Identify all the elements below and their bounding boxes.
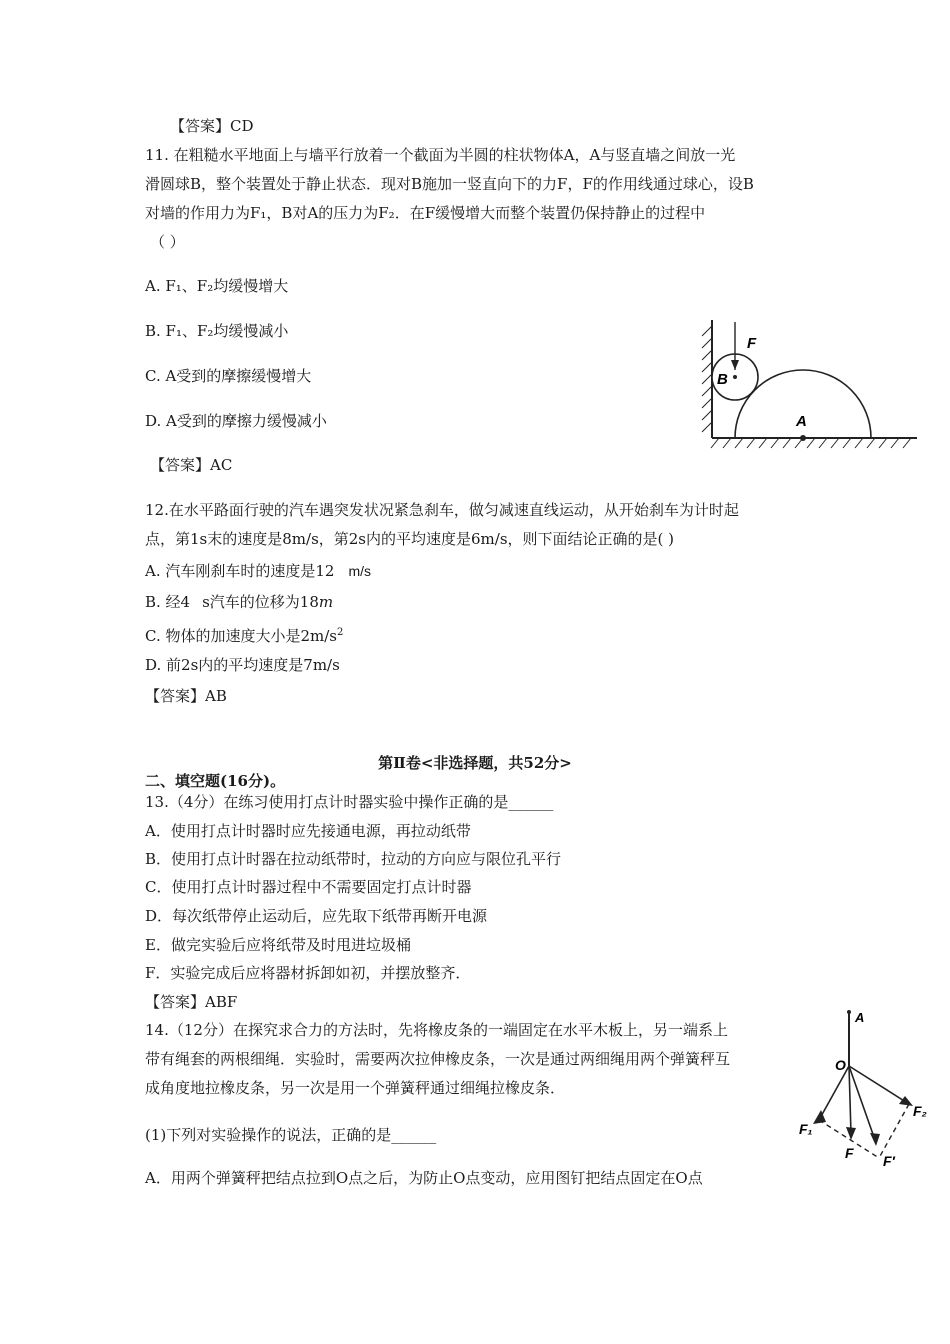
q11-option-b: B. F₁、F₂均缓慢减小 [145,322,289,340]
q14-sub1: (1)下列对实验操作的说法，正确的是______ [145,1126,437,1144]
q11-option-d: D. A受到的摩擦力缓慢减小 [145,412,327,430]
q13-option-e: E．做完实验后应将纸带及时甩进垃圾桶 [145,936,411,954]
q13-option-a: A．使用打点计时器时应先接通电源，再拉动纸带 [145,822,471,840]
q13-option-b: B．使用打点计时器在拉动纸带时，拉动的方向应与限位孔平行 [145,850,562,868]
q13-stem: 13.（4分）在练习使用打点计时器实验中操作正确的是______ [145,793,554,811]
q12-option-d: D. 前2s内的平均速度是7m/s [145,656,340,674]
q12-option-c: C. 物体的加速度大小是$2m/s^2$ [145,627,344,645]
section2-heading: 二、填空题(16分)。 [145,772,286,790]
q14-option-a: A．用两个弹簧秤把结点拉到O点之后，为防止O点变动，应用图钉把结点固定在O点 [145,1169,703,1187]
q13-option-d: D．每次纸带停止运动后，应先取下纸带再断开电源 [145,907,488,925]
q14-fig-label-a: A [855,1010,865,1025]
q12-option-a: A. 汽车刚刹车时的速度是12 m/s [145,562,372,580]
q14-fig-label-f: F [845,1145,854,1161]
q12-stem-line2: 点，第1s末的速度是8m/s，第2s内的平均速度是6m/s，则下面结论正确的是( ) [145,530,674,548]
q11-fig-label-a: A [796,413,807,430]
q13-option-f: F．实验完成后应将器材拆卸如初，并摆放整齐． [145,964,471,982]
q14-stem-line2: 带有绳套的两根细绳．实验时，需要两次拉伸橡皮条，一次是通过两细绳用两个弹簧秤互 [145,1050,731,1068]
q14-fig-label-fprime: F′ [883,1153,895,1169]
q11-stem-line1: 11. 在粗糙水平地面上与墙平行放着一个截面为半圆的柱状物体A，A与竖直墙之间放一光 [145,146,736,164]
q14-fig-label-f1: F₁ [799,1121,813,1137]
q11-stem-line4: （ ） [150,233,185,251]
q11-stem-line2: 滑圆球B，整个装置处于静止状态．现对B施加一竖直向下的力F，F的作用线通过球心，设B [145,175,754,193]
q12-stem-line1: 12.在水平路面行驶的汽车遇突发状况紧急刹车，做匀减速直线运动，从开始刹车为计时起 [145,501,739,519]
q11-fig-label-b: B [717,371,728,388]
q11-stem-line3: 对墙的作用力为F₁，B对A的压力为F₂．在F缓慢增大而整个装置仍保持静止的过程中 [145,204,706,222]
q14-fig-label-o: O [835,1057,846,1073]
q11-answer: 【答案】AC [150,456,233,474]
q13-answer: 【答案】ABF [145,993,238,1011]
q14-fig-label-f2: F₂ [913,1103,927,1119]
q12-answer: 【答案】AB [145,687,227,705]
q11-option-a: A. F₁、F₂均缓慢增大 [145,277,289,295]
section2-title: 第Ⅱ卷<非选择题，共52分> [378,754,572,772]
q14-stem-line3: 成角度地拉橡皮条，另一次是用一个弹簧秤通过细绳拉橡皮条． [145,1079,566,1097]
q11-figure [695,310,925,455]
q13-option-c: C．使用打点计时器过程中不需要固定打点计时器 [145,878,472,896]
q11-fig-label-f: F [747,335,757,352]
q11-option-c: C. A受到的摩擦缓慢增大 [145,367,312,385]
q12-option-b: B. 经4 s汽车的位移为18m [145,593,334,611]
answer-q10: 【答案】CD [170,117,254,135]
q14-figure [795,1000,940,1175]
q14-stem-line1: 14.（12分）在探究求合力的方法时，先将橡皮条的一端固定在水平木板上，另一端系上 [145,1021,728,1039]
